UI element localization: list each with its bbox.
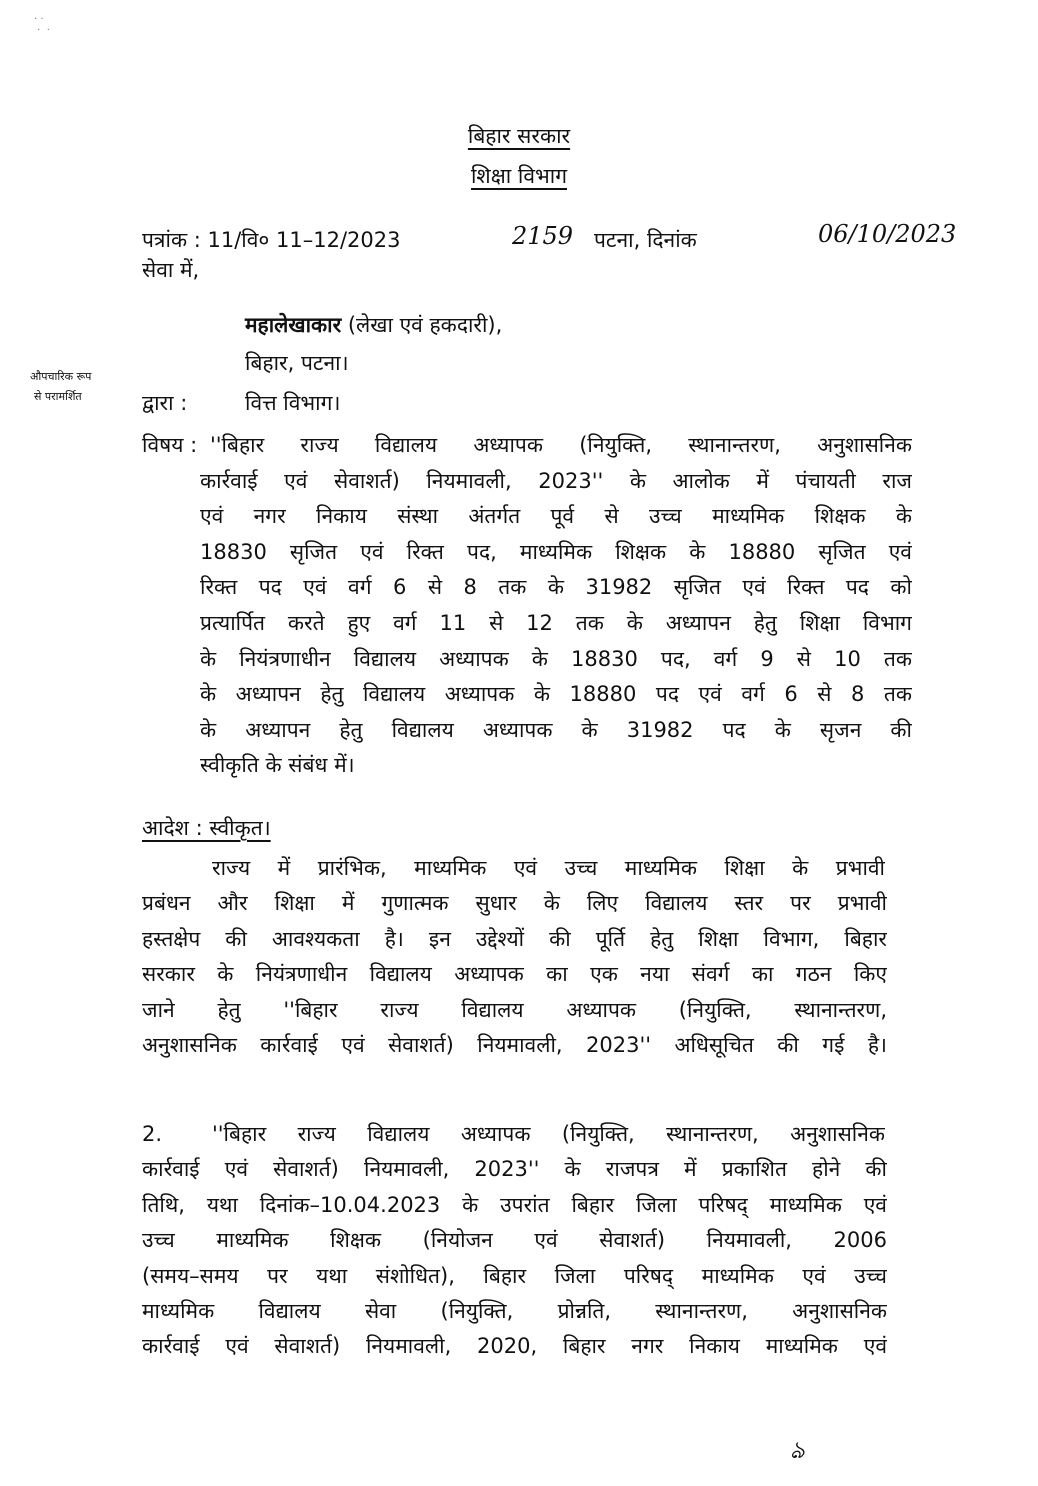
through-value: वित्त विभाग।: [245, 391, 341, 415]
text-line: ''बिहार राज्य विद्यालय अध्यापक (नियुक्ति, स्थानान्तरण, अनुशासनिक: [210, 433, 912, 457]
handwritten-date: 06/10/2023: [818, 220, 957, 248]
order-label: आदेश : स्वीकृत।: [142, 816, 271, 840]
text-line: प्रत्यार्पित करते हुए वर्ग 11 से 12 तक के अध्यापन हेतु शिक्षा विभाग: [200, 611, 912, 635]
text-line: प्रबंधन और शिक्षा में गुणात्मक सुधार के लिए विद्यालय स्तर पर प्रभावी: [142, 891, 887, 916]
recipient-title: महालेखाकार: [245, 313, 342, 337]
handwritten-letter-number: 2159: [512, 222, 574, 250]
scan-specks: · · · ·: [34, 14, 50, 36]
reference-number: पत्रांक : 11/वि० 11–12/2023: [142, 228, 401, 252]
text-line: जाने हेतु ''बिहार राज्य विद्यालय अध्यापक (नियुक्ति, स्थानान्तरण,: [142, 997, 887, 1022]
text-line: माध्यमिक विद्यालय सेवा (नियुक्ति, प्रोन्नति, स्थानान्तरण, अनुशासनिक: [142, 1299, 887, 1323]
text-line: कार्रवाई एवं सेवाशर्त) नियमावली, 2023'' के राजपत्र में प्रकाशित होने की: [142, 1157, 887, 1182]
recipient-line-2: बिहार, पटना।: [245, 351, 349, 375]
text-line: 18830 सृजित एवं रिक्त पद, माध्यमिक शिक्षक के 18880 सृजित एवं: [200, 539, 912, 564]
subject-label: विषय :: [142, 433, 198, 457]
text-line: अनुशासनिक कार्रवाई एवं सेवाशर्त) नियमावली, 2023'' अधिसूचित की गई है।: [142, 1033, 887, 1057]
text-line: के नियंत्रणाधीन विद्यालय अध्यापक के 18830 पद, वर्ग 9 से 10 तक: [200, 646, 912, 671]
text-line: के अध्यापन हेतु विद्यालय अध्यापक के 31982 पद के सृजन की: [200, 717, 912, 742]
text-line: (समय–समय पर यथा संशोधित), बिहार जिला परिषद् माध्यमिक एवं उच्च: [142, 1263, 887, 1288]
through-label: द्वारा :: [142, 391, 188, 415]
text-line: तिथि, यथा दिनांक–10.04.2023 के उपरांत बिहार जिला परिषद् माध्यमिक एवं: [142, 1192, 887, 1217]
government-heading: बिहार सरकार: [467, 124, 571, 148]
text-line: सरकार के नियंत्रणाधीन विद्यालय अध्यापक का एक नया संवर्ग का गठन किए: [142, 962, 887, 987]
text-line: एवं नगर निकाय संस्था अंतर्गत पूर्व से उच्च माध्यमिक शिक्षक के: [200, 504, 912, 529]
text-line: उच्च माध्यमिक शिक्षक (नियोजन एवं सेवाशर्त) नियमावली, 2006: [142, 1228, 887, 1253]
text-line: कार्रवाई एवं सेवाशर्त) नियमावली, 2020, बिहार नगर निकाय माध्यमिक एवं: [142, 1334, 887, 1359]
place-date-label: पटना, दिनांक: [594, 228, 697, 252]
text-line: स्वीकृति के संबंध में।: [200, 753, 355, 778]
text-line: रिक्त पद एवं वर्ग 6 से 8 तक के 31982 सृजित एवं रिक्त पद को: [200, 575, 912, 600]
margin-note-line-1: औपचारिक रूप: [30, 370, 92, 383]
text-line: कार्रवाई एवं सेवाशर्त) नियमावली, 2023'' के आलोक में पंचायती राज: [200, 468, 912, 493]
recipient-title-rest: (लेखा एवं हकदारी),: [341, 313, 503, 337]
text-line: राज्य में प्रारंभिक, माध्यमिक एवं उच्च माध्यमिक शिक्षा के प्रभावी: [212, 856, 885, 880]
text-line: हस्तक्षेप की आवश्यकता है। इन उद्देश्यों की पूर्ति हेतु शिक्षा विभाग, बिहार: [142, 926, 887, 951]
recipient-line-1: [245, 311, 502, 339]
margin-note-line-2: से परामर्शित: [34, 390, 82, 403]
text-line: ''बिहार राज्य विद्यालय अध्यापक (नियुक्ति, स्थानान्तरण, अनुशासनिक: [212, 1122, 885, 1146]
salutation: सेवा में,: [142, 258, 200, 282]
text-line: के अध्यापन हेतु विद्यालय अध्यापक के 18880 पद एवं वर्ग 6 से 8 तक: [200, 682, 912, 707]
department-heading: शिक्षा विभाग: [470, 164, 568, 188]
page-initials-signature: ঌ: [790, 1436, 805, 1464]
paragraph-2-number: 2.: [142, 1122, 163, 1146]
